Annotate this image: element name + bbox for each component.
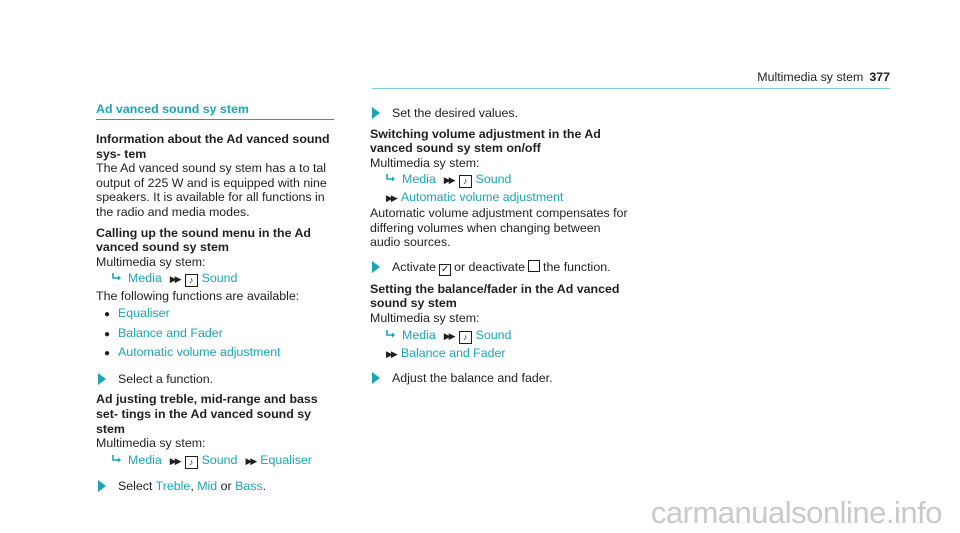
step-text: Set the desired values. xyxy=(392,106,519,120)
step-arrow-icon xyxy=(98,373,106,385)
checkbox-empty-icon xyxy=(528,260,540,272)
music-note-icon: ♪ xyxy=(185,456,198,469)
nav-path-continued xyxy=(370,346,632,362)
music-note-icon: ♪ xyxy=(185,274,198,287)
turn-right-arrow-icon xyxy=(112,273,122,281)
nav-media[interactable]: Media xyxy=(128,452,162,467)
step-text: or deactivate xyxy=(454,259,526,274)
turn-right-arrow-icon xyxy=(112,455,122,463)
double-chevron-icon: ▶▶ xyxy=(386,193,396,204)
function-equaliser[interactable]: Equaliser xyxy=(118,305,170,320)
nav-path xyxy=(96,453,342,469)
calling-path-label: Multimedia sy stem: xyxy=(96,254,206,269)
column-right xyxy=(370,96,632,386)
balance-heading: Setting the balance/fader in the Ad vanced sound sy stem xyxy=(370,281,620,311)
adjust-heading: Ad justing treble, mid-range and bass set‐ tings in the Ad vanced sound sy stem xyxy=(96,392,318,436)
double-chevron-icon: ▶▶ xyxy=(386,348,396,359)
step-arrow-icon xyxy=(372,372,380,384)
nav-equaliser[interactable]: Equaliser xyxy=(260,452,312,467)
nav-sound[interactable]: Sound xyxy=(201,452,238,467)
nav-path xyxy=(370,172,632,188)
music-note-icon: ♪ xyxy=(459,175,472,188)
list-item xyxy=(104,345,342,362)
option-treble[interactable]: Treble xyxy=(155,478,191,493)
music-note-icon: ♪ xyxy=(459,331,472,344)
step-arrow-icon xyxy=(372,107,380,119)
switch-path-label: Multimedia sy stem: xyxy=(370,155,480,170)
step-arrow-icon xyxy=(372,261,380,273)
double-chevron-icon: ▶▶ xyxy=(169,274,180,285)
following-text: The following functions are available: xyxy=(96,289,300,304)
section-rule xyxy=(96,119,334,120)
step-text: Activate xyxy=(392,259,437,274)
step-adjust-balance xyxy=(370,371,632,386)
nav-sound[interactable]: Sound xyxy=(201,271,238,286)
double-chevron-icon: ▶▶ xyxy=(443,175,454,186)
auto-volume-body: Automatic volume adjustment compensates for differing volumes when changing between audio sources. xyxy=(370,205,628,250)
double-chevron-icon: ▶▶ xyxy=(245,455,256,466)
function-balance-fader[interactable]: Balance and Fader xyxy=(118,325,223,340)
turn-right-arrow-icon xyxy=(386,174,396,182)
balance-path-label: Multimedia sy stem: xyxy=(370,310,480,325)
nav-path xyxy=(370,328,632,344)
turn-right-arrow-icon xyxy=(386,330,396,338)
word-or: or xyxy=(220,478,232,493)
running-header xyxy=(757,70,890,85)
watermark: carmanualsonline.info xyxy=(650,495,942,530)
step-prefix: Select xyxy=(118,478,153,493)
step-text: Adjust the balance and fader. xyxy=(392,371,553,386)
nav-path xyxy=(96,271,342,287)
bullet-icon: ● xyxy=(104,308,111,320)
nav-media[interactable]: Media xyxy=(128,271,162,286)
info-heading: Information about the Ad vanced sound sys‐ tem xyxy=(96,132,330,161)
double-chevron-icon: ▶▶ xyxy=(169,455,180,466)
double-chevron-icon: ▶▶ xyxy=(443,330,454,341)
page-number: 377 xyxy=(869,70,890,84)
checkbox-checked-icon: ✓ xyxy=(440,263,450,275)
step-select-function xyxy=(96,372,342,387)
bullet-icon: ● xyxy=(104,328,111,340)
nav-auto-volume[interactable]: Automatic volume adjustment xyxy=(400,190,564,205)
header-rule xyxy=(372,88,890,89)
adjust-path-label: Multimedia sy stem: xyxy=(96,436,206,451)
list-item xyxy=(104,306,342,323)
step-text: Select a function. xyxy=(118,371,214,386)
section-title: Ad vanced sound sy stem xyxy=(96,102,249,116)
column-left xyxy=(96,96,342,493)
period: . xyxy=(262,478,267,493)
nav-media[interactable]: Media xyxy=(402,172,436,187)
option-bass[interactable]: Bass xyxy=(235,478,263,493)
nav-path-continued xyxy=(370,190,632,206)
switch-heading: Switching volume adjustment in the Ad vanced sound sy stem on/off xyxy=(370,126,601,156)
function-auto-volume[interactable]: Automatic volume adjustment xyxy=(118,345,281,360)
nav-balance-fader[interactable]: Balance and Fader xyxy=(400,345,506,360)
header-section-title: Multimedia sy stem xyxy=(757,70,864,84)
info-body: The Ad vanced sound sy stem has a to tal output of 225 W and is equipped with nine speakers. It is available for all functions in the radio and media modes. xyxy=(96,161,327,219)
nav-media[interactable]: Media xyxy=(402,327,436,342)
step-arrow-icon xyxy=(98,480,106,492)
nav-sound[interactable]: Sound xyxy=(475,172,512,187)
step-set-values xyxy=(370,106,632,121)
function-list xyxy=(96,306,342,362)
step-select-option: Select Treble, Mid or Bass. xyxy=(96,479,342,494)
calling-heading: Calling up the sound menu in the Ad vanced sound sy stem xyxy=(96,225,311,255)
option-mid[interactable]: Mid xyxy=(197,478,218,493)
step-text: the function. xyxy=(543,259,611,274)
step-activate xyxy=(370,260,632,276)
list-item xyxy=(104,326,342,343)
nav-sound[interactable]: Sound xyxy=(475,327,512,342)
bullet-icon: ● xyxy=(104,348,111,360)
